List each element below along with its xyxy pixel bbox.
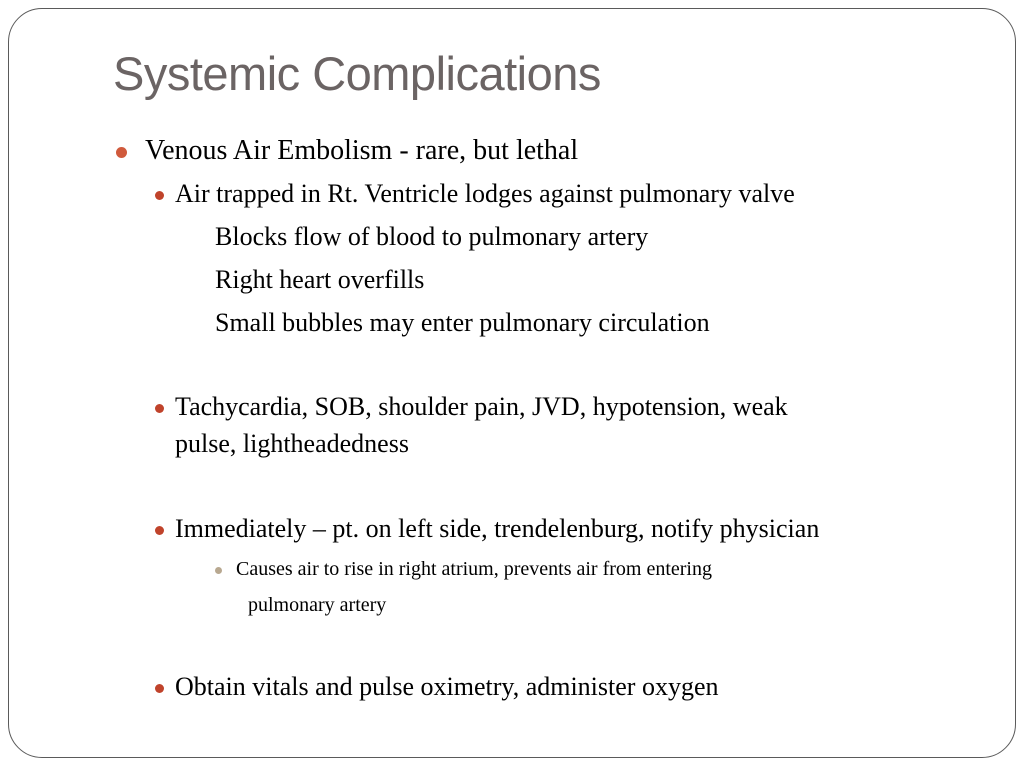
bullet-text-causes-air-cont: pulmonary artery (248, 594, 387, 616)
bullet-dot (155, 684, 164, 693)
slide-frame (8, 8, 1016, 758)
bullet-dot (215, 567, 222, 574)
detail-right-heart: Right heart overfills (215, 265, 425, 294)
bullet-text-symptoms-cont: pulse, lightheadedness (175, 429, 409, 458)
bullet-text-symptoms: Tachycardia, SOB, shoulder pain, JVD, hypotension, weak (175, 392, 788, 421)
bullet-text-venous-air-embolism: Venous Air Embolism - rare, but lethal (145, 135, 579, 166)
bullet-text-causes-air: Causes air to rise in right atrium, prevents air from entering (236, 558, 712, 580)
bullet-dot (116, 147, 127, 158)
slide-title: Systemic Complications (113, 47, 601, 100)
bullet-dot (155, 404, 164, 413)
bullet-text-obtain-vitals: Obtain vitals and pulse oximetry, administer oxygen (175, 672, 719, 701)
bullet-dot (155, 191, 164, 200)
detail-blocks-flow: Blocks flow of blood to pulmonary artery (215, 222, 649, 251)
detail-small-bubbles: Small bubbles may enter pulmonary circulation (215, 308, 710, 337)
bullet-dot (155, 526, 164, 535)
bullet-text-immediately: Immediately – pt. on left side, trendelenburg, notify physician (175, 514, 820, 543)
bullet-text-air-trapped: Air trapped in Rt. Ventricle lodges against pulmonary valve (175, 179, 795, 208)
